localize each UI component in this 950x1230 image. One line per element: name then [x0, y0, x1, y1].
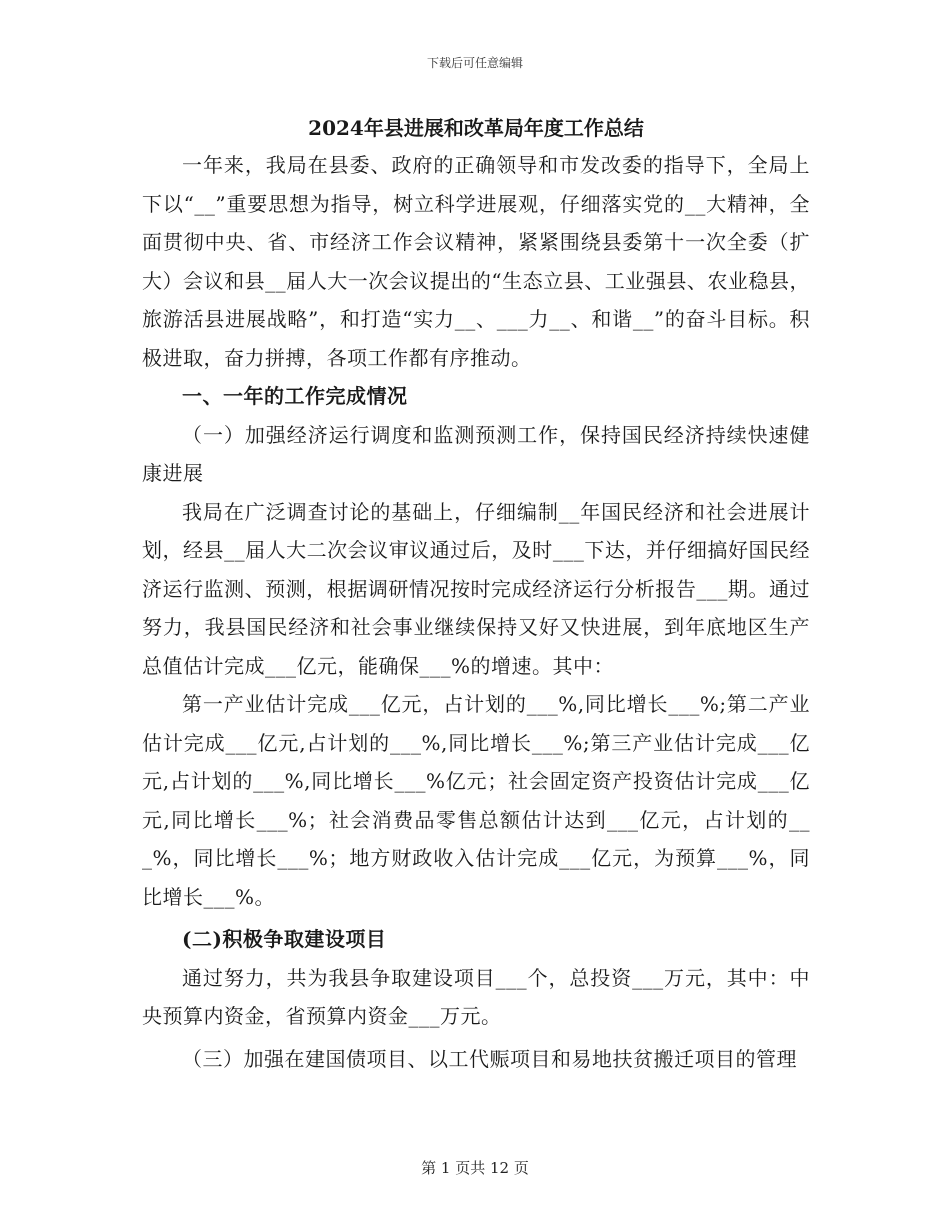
document-body	[142, 110, 810, 1078]
page-footer: 第 1 页共 12 页	[421, 1159, 529, 1177]
page-header: 下载后可任意编辑	[426, 56, 523, 70]
subsection-3-heading: （三）加强在建国债项目、以工代赈项目和易地扶贫搬迁项目的管理	[182, 1046, 797, 1071]
document-title: 2024年县进展和改革局年度工作总结	[308, 116, 644, 140]
subsection-2-heading: (二)积极争取建设项目	[182, 927, 387, 951]
subsection-1-paragraph-1: 我局在广泛调查讨论的基础上，仔细编制__年国民经济和社会进展计划，经县__届人大二次会议审议通过后，及时___下达，并仔细搞好国民经济运行监测、预测，根据调研情况按时完成经济运行分析报告___期。通过努力，我县国民经济和社会事业继续保持又好又快进展，到年底地区生产总值估计完成___亿元，能确保___%的增速。其中：	[142, 499, 810, 678]
subsection-1-paragraph-2: 第一产业估计完成___亿元，占计划的___%,同比增长___%;第二产业估计完成___亿元,占计划的___%,同比增长___%;第三产业估计完成___亿元,占计划的___%,同比增长___%亿元；社会固定资产投资估计完成___亿元,同比增长___%；社会消费品零售总额估计达到___亿元，占计划的___%，同比增长___%；地方财政收入估计完成___亿元，为预算___%，同比增长___%。	[142, 692, 810, 909]
subsection-2-paragraph: 通过努力，共为我县争取建设项目___个，总投资___万元，其中：中央预算内资金，省预算内资金___万元。	[142, 965, 810, 1028]
subsection-1-heading: （一）加强经济运行调度和监测预测工作，保持国民经济持续快速健康进展	[142, 422, 810, 485]
intro-paragraph: 一年来，我局在县委、政府的正确领导和市发改委的指导下，全局上下以“__”重要思想为指导，树立科学进展观，仔细落实党的__大精神，全面贯彻中央、省、市经济工作会议精神，紧紧围绕县委第十一次全委（扩大）会议和县__届人大一次会议提出的“生态立县、工业强县、农业稳县，旅游活县进展战略”，和打造“实力__、___力__、和谐__”的奋斗目标。积极进取，奋力拼搏，各项工作都有序推动。	[142, 153, 810, 370]
section-1-heading: 一、一年的工作完成情况	[182, 384, 408, 408]
